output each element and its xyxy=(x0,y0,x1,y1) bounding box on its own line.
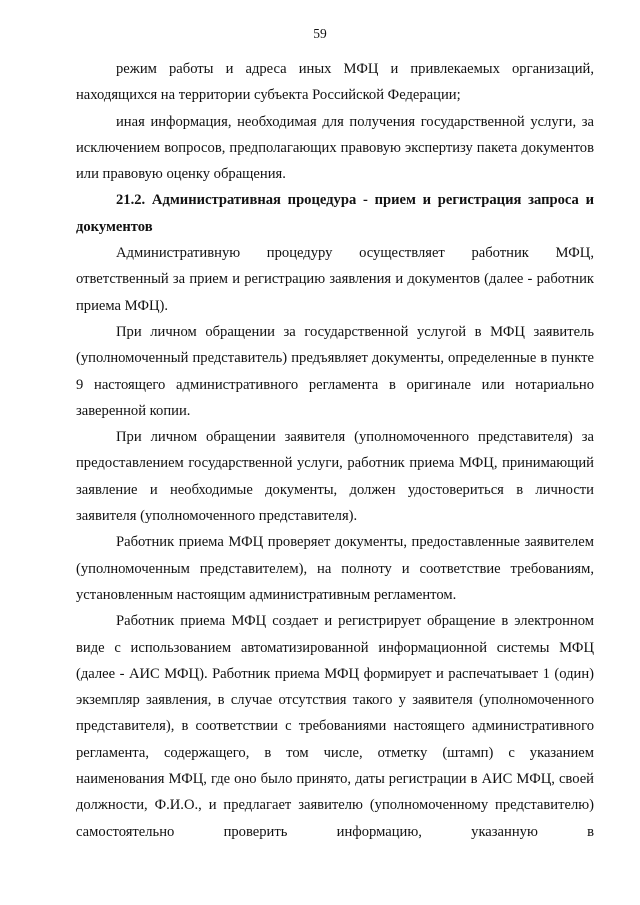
paragraph: Административную процедуру осуществляет работник МФЦ, ответственный за прием и регистрацию заявления и документов (далее - работник приема МФЦ). xyxy=(76,245,594,314)
page-number: 59 xyxy=(313,26,327,41)
paragraph: иная информация, необходимая для получения государственной услуги, за исключением вопросов, предполагающих правовую экспертизу пакета документов или правовую оценку обращения. xyxy=(76,113,594,183)
paragraph-last: Работник приема МФЦ создает и регистрирует обращение в электронном виде с использованием автоматизированной информационной системы МФЦ (далее - АИС МФЦ). Работник приема МФЦ формирует и распечатывает 1 (один) экземпляр заявления, в случае отсутствия такого у заявителя (уполномоченного представителя), в соответствии с требованиями настоящего административного регламента, содержащего, в том числе, отметку (штамп) с указанием наименования МФЦ, где оно было принято, даты регистрации в АИС МФЦ, своей должности, Ф.И.О., и предлагает заявителю (уполномоченному представителю) самостоятельно проверить информацию, указанную в xyxy=(76,613,594,840)
document-body xyxy=(76,56,594,845)
paragraph: Работник приема МФЦ проверяет документы, предоставленные заявителем (уполномоченным представителем), на полноту и соответствие требованиям, установленным настоящим административным регламентом. xyxy=(76,534,594,603)
paragraph: При личном обращении заявителя (уполномоченного представителя) за предоставлением государственной услуги, работник приема МФЦ, принимающий заявление и необходимые документы, должен удостовериться в личности заявителя (уполномоченного представителя). xyxy=(76,429,594,525)
paragraph: При личном обращении за государственной услугой в МФЦ заявитель (уполномоченный представитель) предъявляет документы, определенные в пункте 9 настоящего административного регламента в оригинале или нотариально заверенной копии. xyxy=(76,323,594,419)
section-heading: 21.2. Административная процедура - прием и регистрация запроса и документов xyxy=(76,192,594,235)
paragraph: режим работы и адреса иных МФЦ и привлекаемых организаций, находящихся на территории субъекта Российской Федерации; xyxy=(76,61,594,104)
